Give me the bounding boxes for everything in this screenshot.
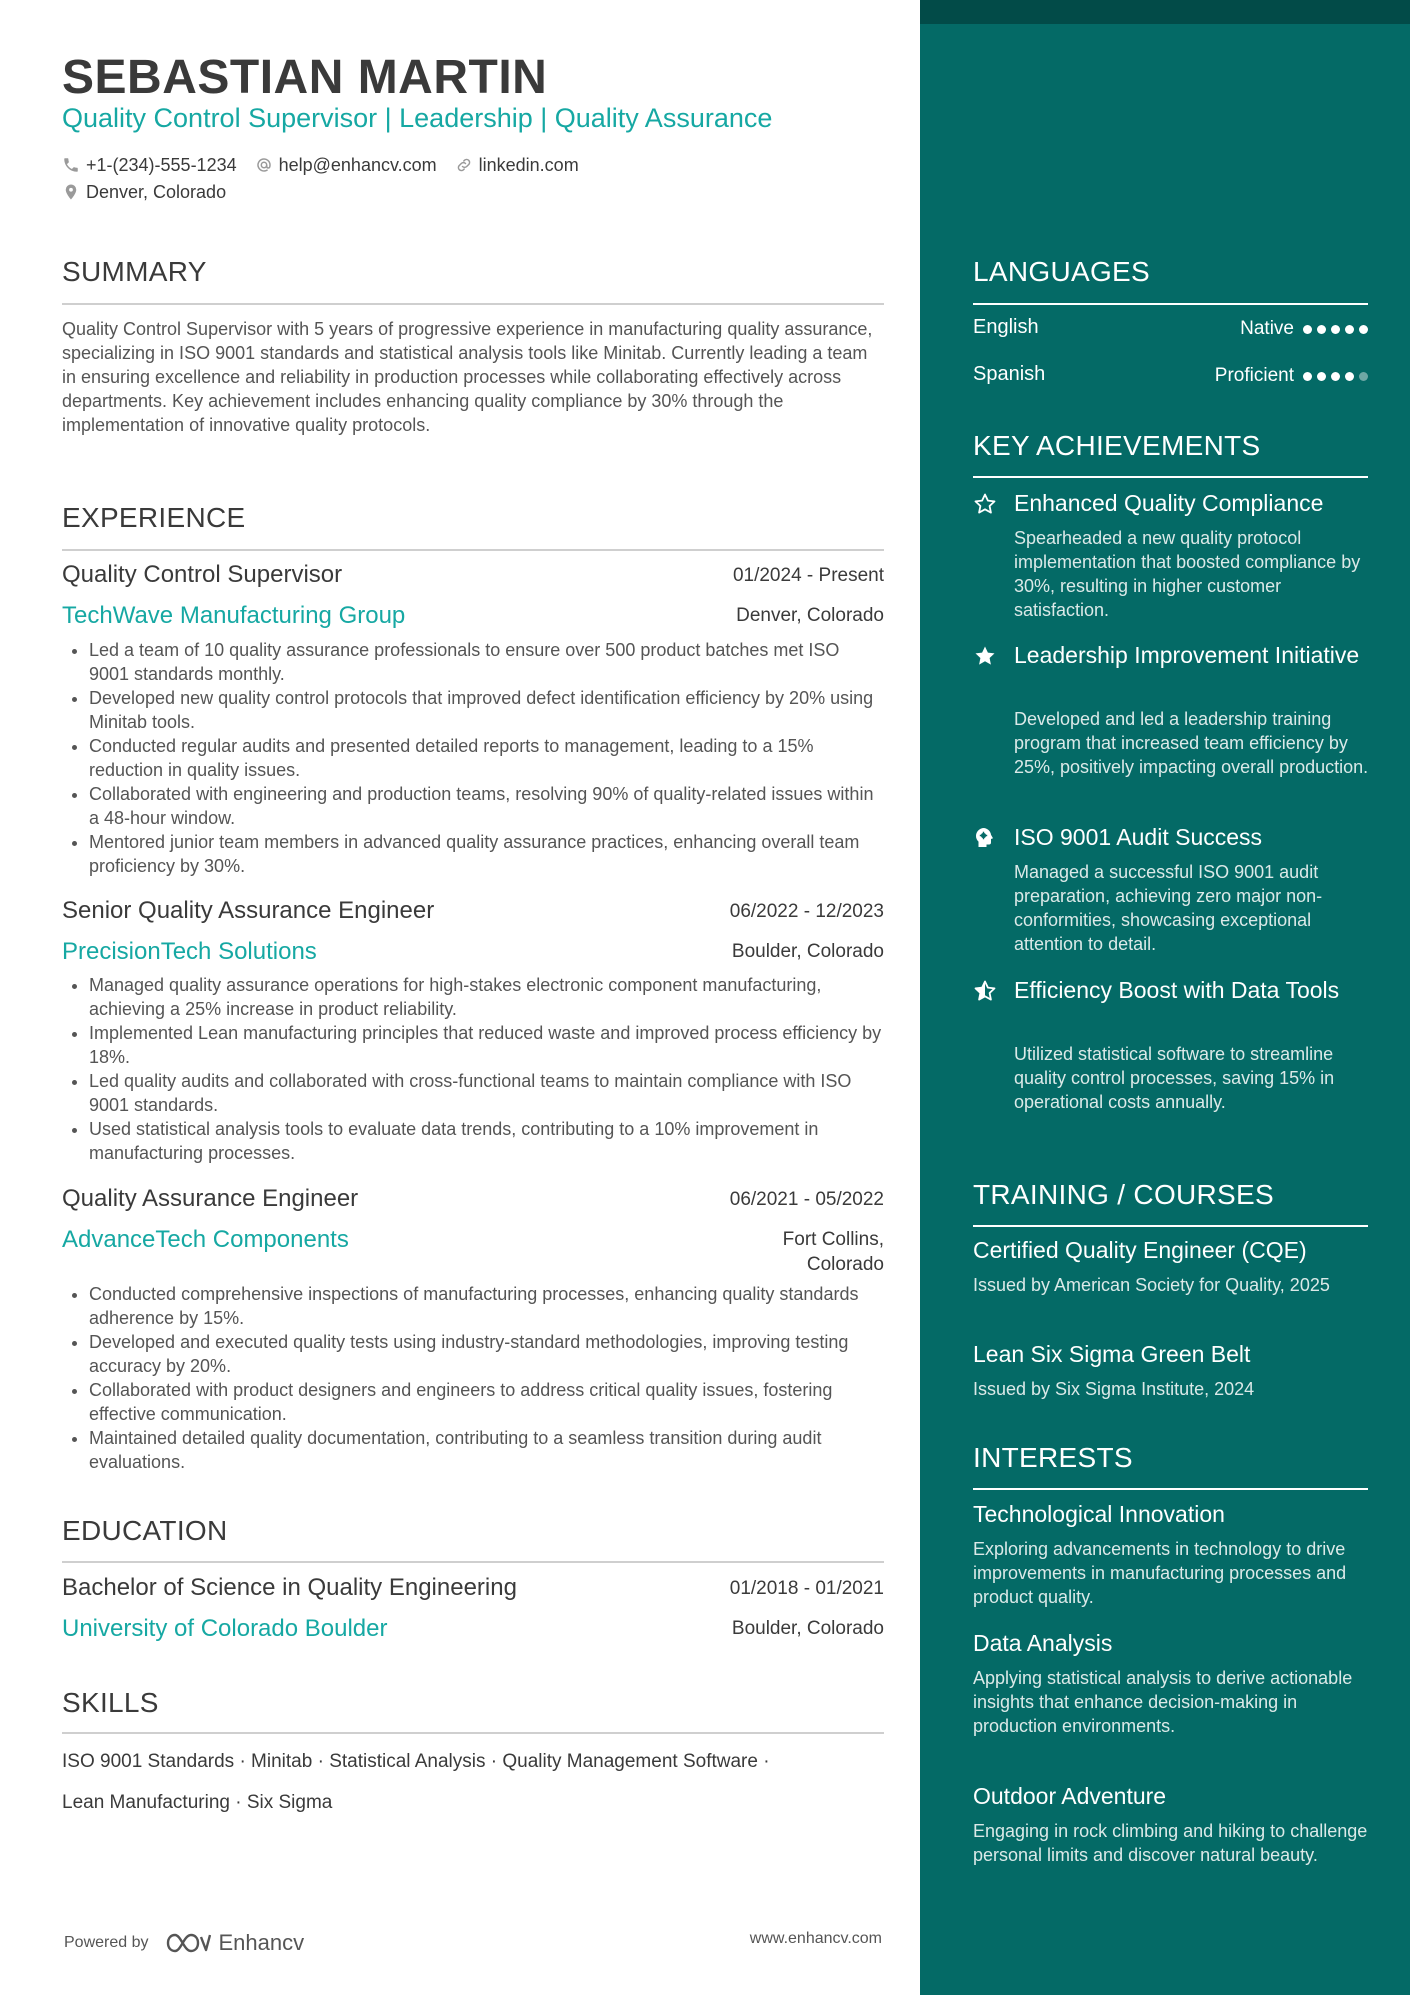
job-title: Quality Assurance Engineer [62, 1185, 359, 1212]
school-name: University of Colorado Boulder [62, 1615, 388, 1642]
location-contact [62, 182, 226, 203]
job-company: PrecisionTech Solutions [62, 938, 317, 965]
contact-info [62, 152, 579, 206]
brand-name: Enhancv [218, 1930, 305, 1955]
skills-line: Lean Manufacturing · Six Sigma [62, 1792, 333, 1813]
job-bullet: • Conducted regular audits and presented detailed reports to management, leading to a 15% reduction in quality issues. [89, 734, 884, 782]
phone-contact [62, 155, 237, 176]
job-bullets [62, 1282, 884, 1474]
achievement-title: Leadership Improvement Initiative [1014, 642, 1360, 668]
job-location-line: Fort Collins, [782, 1229, 884, 1250]
website-link[interactable]: www.enhancv.com [749, 1930, 882, 1947]
rating-dot [1303, 325, 1312, 334]
interests-divider [973, 1488, 1368, 1490]
job-bullet: • Collaborated with engineering and production teams, resolving 90% of quality-related issues within a 48-hour window. [89, 782, 884, 830]
training-divider [973, 1225, 1368, 1227]
powered-by-label: Powered by [64, 1934, 149, 1951]
job-bullet: • Led a team of 10 quality assurance professionals to ensure over 500 product batches met ISO 9001 standards monthly. [89, 638, 884, 686]
course-issuer: Issued by American Society for Quality, 2025 [973, 1275, 1330, 1295]
achievement-title: Efficiency Boost with Data Tools [1014, 977, 1340, 1003]
job-location: Denver, Colorado [736, 605, 884, 626]
phone-text[interactable]: +1-(234)-555-1234 [86, 154, 237, 175]
job-title: Quality Control Supervisor [62, 561, 343, 588]
skills-heading: SKILLS [62, 1687, 159, 1718]
link-icon [455, 156, 473, 174]
language-name: Spanish [973, 363, 1046, 385]
experience-heading: EXPERIENCE [62, 502, 246, 533]
education-location: Boulder, Colorado [731, 1618, 884, 1639]
location-pin-icon [62, 183, 80, 201]
footer [64, 1930, 882, 1960]
rating-dot [1359, 372, 1368, 381]
achievement-desc: Utilized statistical software to streamline quality control processes, saving 15% in operational costs annually. [1014, 1044, 1335, 1112]
training-heading: TRAINING / COURSES [973, 1179, 1274, 1210]
job-title: Senior Quality Assurance Engineer [62, 897, 435, 924]
linkedin-contact [455, 155, 579, 176]
job-bullet: • Developed new quality control protocols that improved defect identification efficiency by 20% using Minitab tools. [89, 686, 884, 734]
rating-dot [1345, 372, 1354, 381]
languages-divider [973, 303, 1368, 305]
education-heading: EDUCATION [62, 1515, 228, 1546]
rating-dot [1317, 372, 1326, 381]
job-location: Boulder, Colorado [731, 941, 884, 962]
interest-desc: Applying statistical analysis to derive actionable insights that enhance decision-making in production environments. [973, 1668, 1353, 1736]
headline: Quality Control Supervisor | Leadership | Quality Assurance [62, 103, 773, 133]
email-contact [255, 155, 437, 176]
job-bullet: • Collaborated with product designers and engineers to address critical quality issues, fostering effective communication. [89, 1378, 884, 1426]
achievement-desc: Spearheaded a new quality protocol implementation that boosted compliance by 30%, resulting in higher customer satisfaction. [1014, 528, 1361, 620]
summary-divider [62, 303, 884, 305]
skills-line: ISO 9001 Standards · Minitab · Statistical Analysis · Quality Management Software · [62, 1751, 770, 1772]
rating-dot [1331, 325, 1340, 334]
phone-icon [62, 156, 80, 174]
location-text: Denver, Colorado [86, 181, 227, 202]
achievements-heading: KEY ACHIEVEMENTS [973, 430, 1261, 461]
language-level: Native [1240, 318, 1294, 339]
sidebar-top-band [920, 0, 1410, 24]
summary-heading: SUMMARY [62, 256, 207, 287]
job-company: TechWave Manufacturing Group [62, 602, 406, 629]
language-rating [1303, 325, 1368, 334]
job-location-line: Colorado [806, 1254, 884, 1275]
job-dates: 06/2022 - 12/2023 [729, 901, 884, 922]
achievements-divider [973, 476, 1368, 478]
language-row [973, 363, 1368, 391]
language-level: Proficient [1214, 365, 1294, 386]
job-bullets [62, 638, 884, 878]
job-bullet: • Mentored junior team members in advanced quality assurance practices, enhancing overall team proficiency by 30%. [89, 830, 884, 878]
job-location [783, 1227, 884, 1277]
achievement-desc: Developed and led a leadership training program that increased team efficiency by 25%, positively impacting overall production. [1014, 709, 1369, 777]
job-bullet: • Used statistical analysis tools to evaluate data trends, contributing to a 10% improvement in manufacturing processes. [89, 1117, 884, 1165]
interest-desc: Exploring advancements in technology to drive improvements in manufacturing processes and product quality. [973, 1539, 1347, 1607]
powered-by [64, 1930, 304, 1956]
achievement-desc: Managed a successful ISO 9001 audit preparation, achieving zero major non-conformities, showcasing exceptional attention to detail. [1014, 862, 1323, 954]
rating-dot [1359, 325, 1368, 334]
summary-text: Quality Control Supervisor with 5 years of progressive experience in manufacturing quality assurance, specializing in ISO 9001 standards and statistical analysis tools like Minitab. Currently leading a team in ensuring excellence and reliability in production processes while collaborating effectively across departments. Key achievement includes enhancing quality compliance by 30% through the implementation of innovative quality protocols. [62, 319, 873, 435]
linkedin-text[interactable]: linkedin.com [478, 154, 579, 175]
at-icon [255, 156, 273, 174]
star-outline-icon [973, 492, 997, 516]
rating-dot [1331, 372, 1340, 381]
enhancv-logo-icon [165, 1930, 211, 1956]
job-bullet: • Managed quality assurance operations for high-stakes electronic component manufacturing, achieving a 25% increase in product reliability. [89, 973, 884, 1021]
interest-title: Outdoor Adventure [973, 1783, 1167, 1809]
job-company: AdvanceTech Components [62, 1226, 349, 1253]
skills-divider [62, 1732, 884, 1734]
job-bullet: • Implemented Lean manufacturing principles that reduced waste and improved process efficiency by 18%. [89, 1021, 884, 1069]
brand-logo[interactable] [165, 1930, 305, 1956]
language-name: English [973, 316, 1039, 338]
candidate-name: SEBASTIAN MARTIN [62, 51, 548, 104]
course-title: Certified Quality Engineer (CQE) [973, 1237, 1307, 1263]
sidebar [920, 0, 1410, 1995]
language-rating [1303, 372, 1368, 381]
email-text[interactable]: help@enhancv.com [278, 154, 437, 175]
star-half-icon [973, 979, 997, 1003]
rating-dot [1303, 372, 1312, 381]
education-dates: 01/2018 - 01/2021 [729, 1578, 884, 1599]
job-dates: 06/2021 - 05/2022 [729, 1189, 884, 1210]
achievement-title: ISO 9001 Audit Success [1014, 824, 1263, 850]
rating-dot [1317, 325, 1326, 334]
language-row [973, 316, 1368, 344]
education-divider [62, 1561, 884, 1563]
interests-heading: INTERESTS [973, 1442, 1133, 1473]
skills-list [62, 1741, 884, 1823]
job-bullet: • Developed and executed quality tests using industry-standard methodologies, improving testing accuracy by 20%. [89, 1330, 884, 1378]
interest-desc: Engaging in rock climbing and hiking to challenge personal limits and discover natural beauty. [973, 1821, 1368, 1865]
interest-title: Data Analysis [973, 1630, 1113, 1656]
job-bullets [62, 973, 884, 1165]
degree-title: Bachelor of Science in Quality Engineering [62, 1574, 517, 1601]
experience-divider [62, 549, 884, 551]
rating-dot [1345, 325, 1354, 334]
course-issuer: Issued by Six Sigma Institute, 2024 [973, 1379, 1255, 1399]
achievement-title: Enhanced Quality Compliance [1014, 490, 1324, 516]
job-dates: 01/2024 - Present [732, 565, 884, 586]
brain-head-icon [973, 826, 997, 850]
star-filled-icon [973, 644, 997, 668]
languages-heading: LANGUAGES [973, 256, 1150, 287]
job-bullet: • Maintained detailed quality documentation, contributing to a seamless transition during audit evaluations. [89, 1426, 884, 1474]
course-title: Lean Six Sigma Green Belt [973, 1341, 1251, 1367]
interest-title: Technological Innovation [973, 1501, 1225, 1527]
job-bullet: • Conducted comprehensive inspections of manufacturing processes, enhancing quality standards adherence by 15%. [89, 1282, 884, 1330]
job-bullet: • Led quality audits and collaborated with cross-functional teams to maintain compliance with ISO 9001 standards. [89, 1069, 884, 1117]
